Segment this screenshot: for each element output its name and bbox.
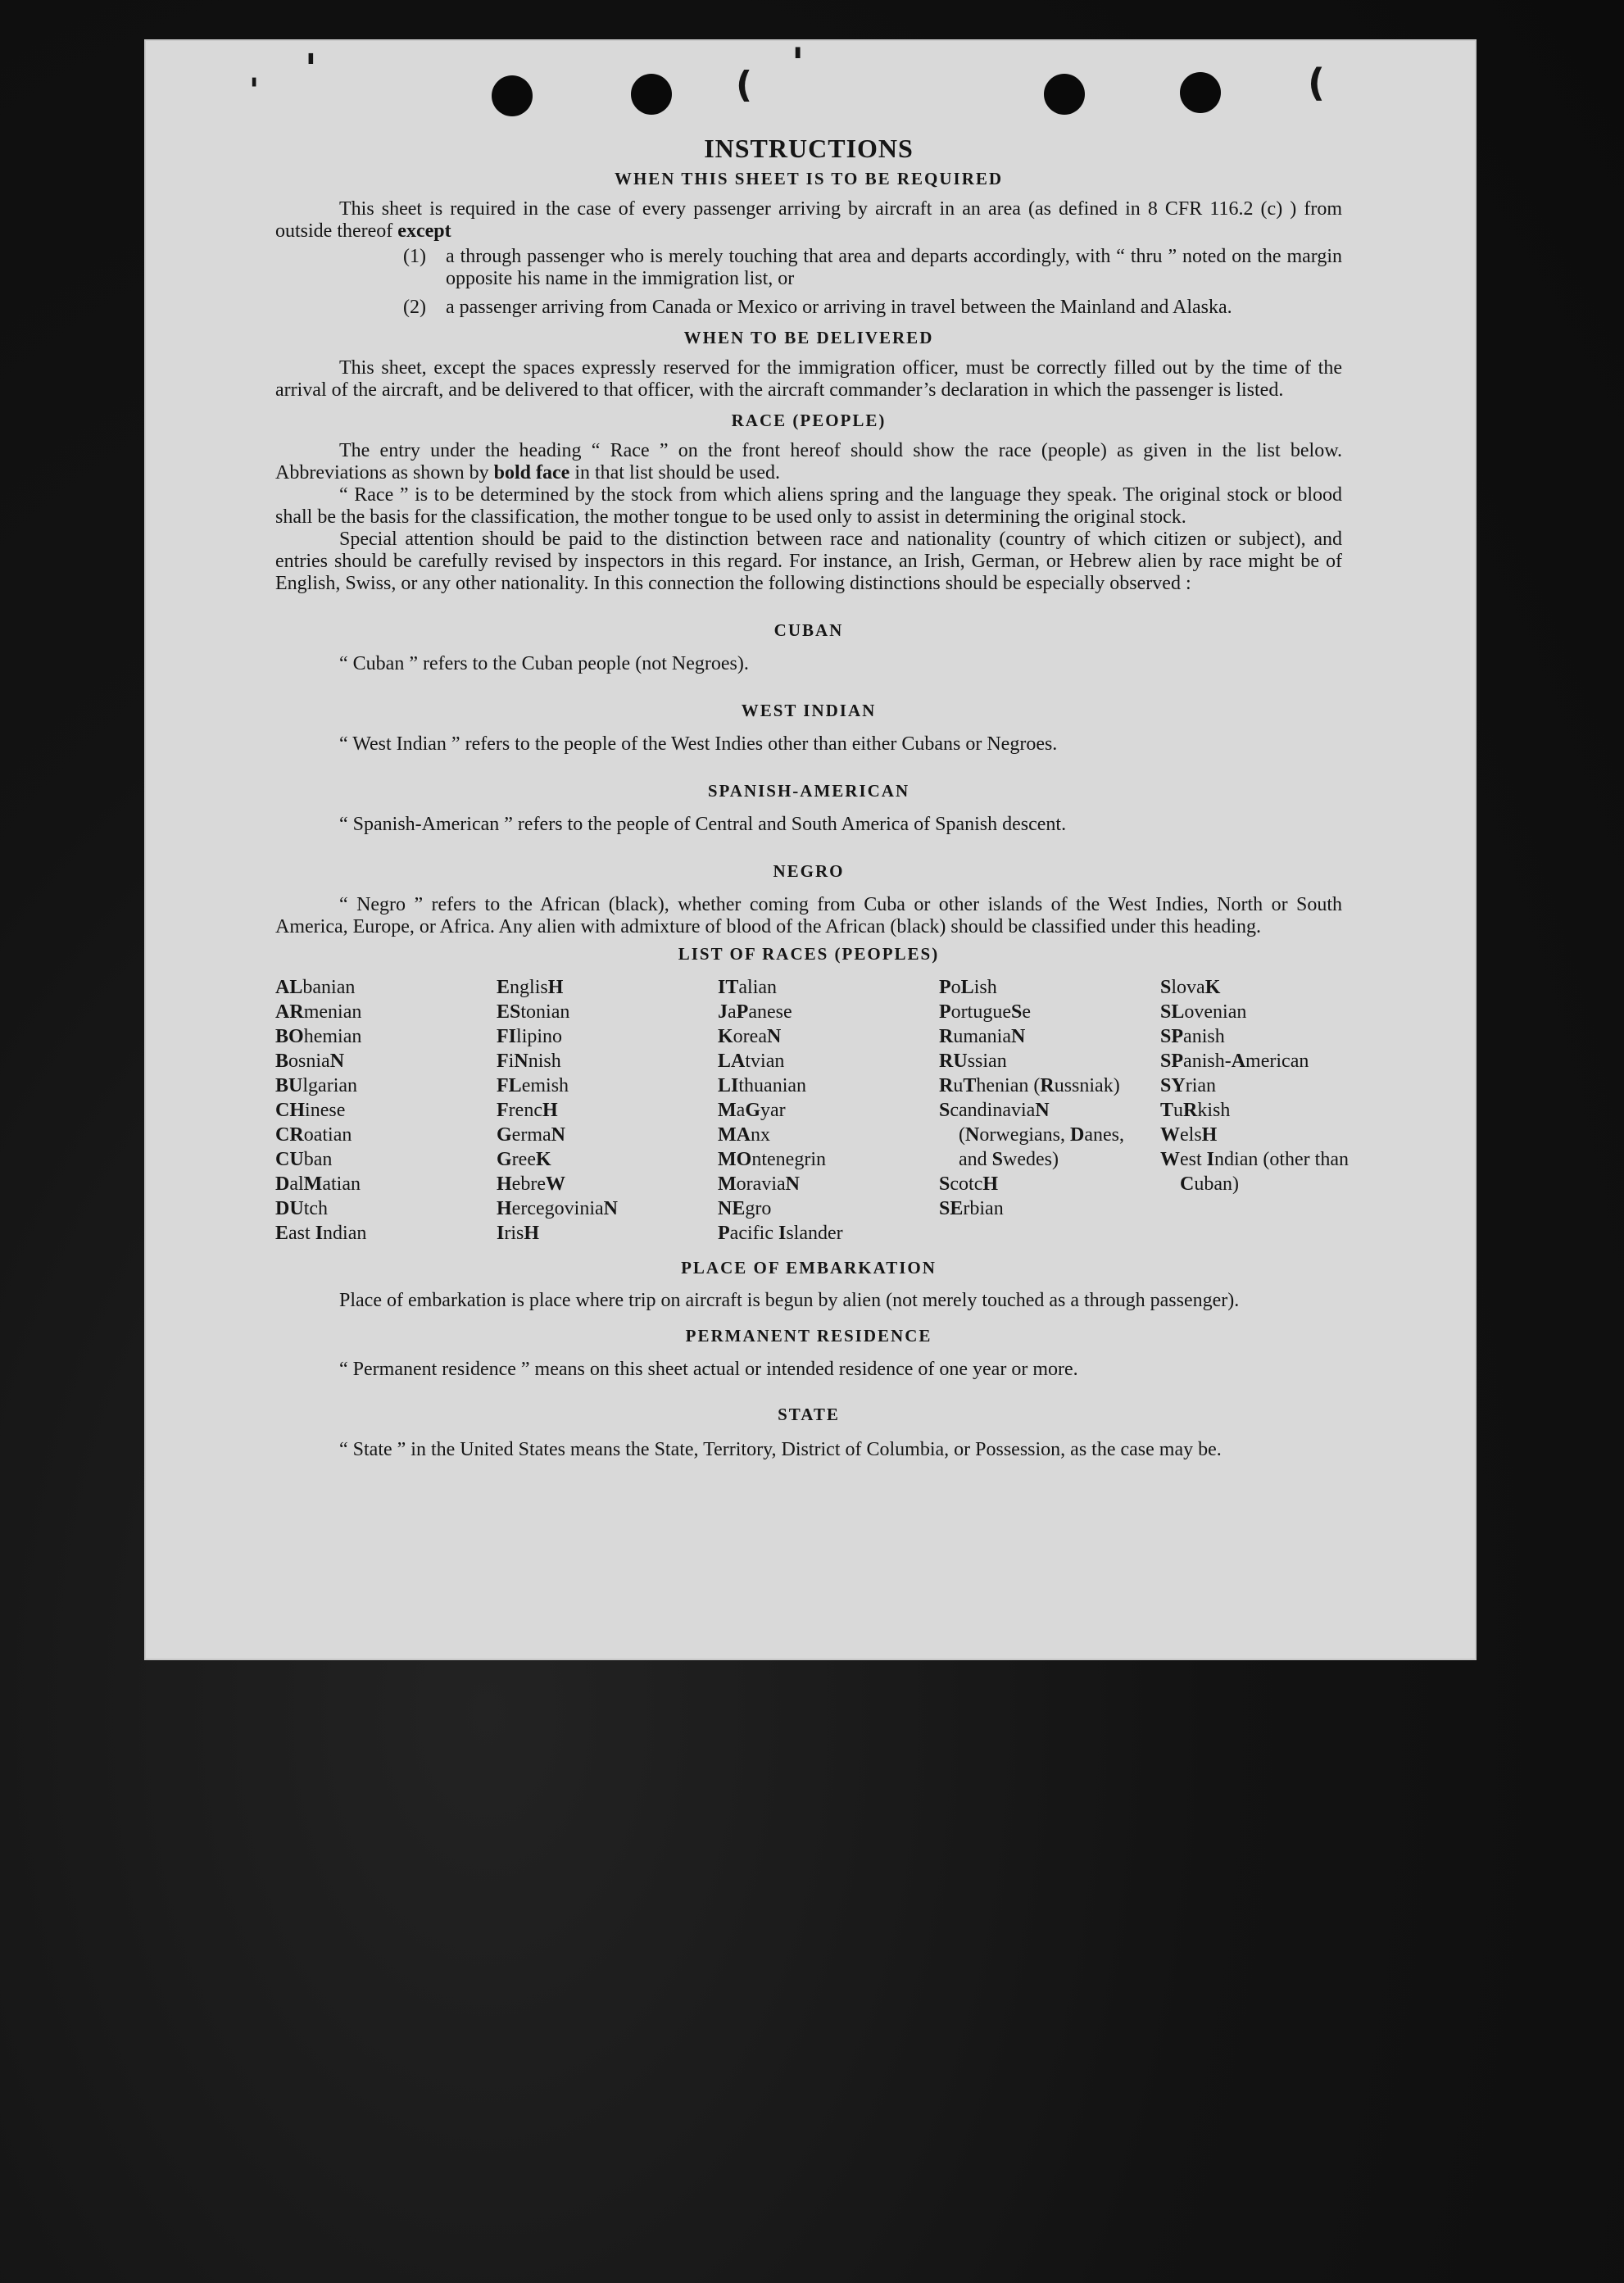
race-entry: GreeK (497, 1149, 551, 1170)
races-column (718, 975, 939, 1246)
race-entry: FrencH (497, 1100, 558, 1121)
item-text: a through passenger who is merely touching that area and departs accordingly, with “ thru ” noted on the margin opposite his name in the immigration list, or (446, 246, 1342, 289)
race-entry: BosniaN (275, 1051, 345, 1072)
race-entry: KoreaN (718, 1026, 782, 1047)
race-entry: ScandinaviaN (Norwegians, Danes, and Swedes) (939, 1100, 1125, 1170)
race-entry: RUssian (939, 1051, 1007, 1072)
race-paragraph-1: The entry under the heading “ Race ” on the front hereof should show the race (people) as given in the list below. Abbreviations as shown by bold face in that list should be used. (275, 440, 1342, 483)
race-entry: MAnx (718, 1124, 770, 1146)
race-entry: LIthuanian (718, 1075, 807, 1096)
race-entry: EnglisH (497, 977, 564, 998)
negro-text: “ Negro ” refers to the African (black), whether coming from Cuba or other islands of the West Indies, North or South America, Europe, or Africa. Any alien with admixture of blood of the African (black) should be classified under this heading. (275, 894, 1342, 937)
section-heading-when-required: WHEN THIS SHEET IS TO BE REQUIRED (614, 169, 1004, 188)
section-heading-negro: NEGRO (773, 861, 845, 881)
race-entry: WelsH (1160, 1124, 1218, 1146)
section-heading-state: STATE (778, 1405, 840, 1424)
race-entry: MaGyar (718, 1100, 786, 1121)
race-entry: BUlgarian (275, 1075, 358, 1096)
section-heading-when-delivered: WHEN TO BE DELIVERED (683, 328, 934, 347)
section-heading-embarkation: PLACE OF EMBARKATION (681, 1258, 937, 1278)
list-item (403, 297, 1342, 319)
cuban-text: “ Cuban ” refers to the Cuban people (not Negroes). (339, 653, 749, 674)
punch-hole (631, 74, 672, 115)
race-entry: NEgro (718, 1198, 772, 1219)
page-title: INSTRUCTIONS (704, 134, 914, 163)
race-entry: East Indian (275, 1223, 367, 1244)
race-entry: SLovenian (1160, 1001, 1247, 1023)
races-table (275, 975, 1349, 1246)
race-entry: FiNnish (497, 1051, 561, 1072)
race-entry: MOntenegrin (718, 1149, 826, 1170)
race-entry: CUban (275, 1149, 333, 1170)
race-entry: HebreW (497, 1173, 565, 1195)
race-entry: HercegoviniaN (497, 1198, 618, 1219)
race-paragraph-2: “ Race ” is to be determined by the stock from which aliens spring and the language they speak. The original stock or blood shall be the basis for the classification, the mother tongue to be used only to assist in determining the original stock. (275, 484, 1342, 528)
race-entry: SPanish-American (1160, 1051, 1309, 1072)
section-heading-west-indian: WEST INDIAN (741, 701, 877, 720)
race-entry: BOhemian (275, 1026, 362, 1047)
races-column (275, 975, 497, 1246)
race-entry: DalMatian (275, 1173, 361, 1195)
instructions-content (275, 134, 1349, 1464)
race-entry: SErbian (939, 1198, 1004, 1219)
race-entry: PortugueSe (939, 1001, 1032, 1023)
race-entry: ALbanian (275, 977, 356, 998)
section-heading-list-of-races: LIST OF RACES (PEOPLES) (678, 944, 940, 964)
punch-hole (1044, 74, 1085, 115)
when-required-intro: This sheet is required in the case of every passenger arriving by aircraft in an area (as defined in 8 CFR 116.2 (c) ) from outside thereof except (275, 198, 1342, 242)
race-entry: LAtvian (718, 1051, 785, 1072)
race-entry: TuRkish (1160, 1100, 1231, 1121)
race-entry: RuThenian (Russniak) (939, 1075, 1120, 1096)
item-number: (1) (403, 246, 426, 267)
section-heading-residence: PERMANENT RESIDENCE (685, 1326, 932, 1346)
race-entry: West Indian (other than Cuban) (1160, 1149, 1349, 1195)
race-entry: SYrian (1160, 1075, 1217, 1096)
section-heading-spanish-american: SPANISH-AMERICAN (707, 781, 910, 801)
races-column (497, 975, 718, 1246)
scan-mark: ' (792, 39, 805, 87)
document-sheet (144, 39, 1477, 1660)
embarkation-text: Place of embarkation is place where trip on aircraft is begun by alien (not merely touched as a through passenger). (339, 1290, 1240, 1311)
list-item (403, 246, 1342, 290)
races-column (1160, 975, 1357, 1246)
item-text: a passenger arriving from Canada or Mexico or arriving in travel between the Mainland and Alaska. (446, 297, 1232, 318)
races-column (939, 975, 1160, 1246)
race-entry: MoraviaN (718, 1173, 800, 1195)
race-entry: Pacific Islander (718, 1223, 843, 1244)
race-entry: GermaN (497, 1124, 565, 1146)
punch-hole (1180, 72, 1221, 113)
scan-mark: ( (736, 64, 753, 106)
section-heading-race: RACE (PEOPLE) (731, 411, 887, 430)
west-indian-text: “ West Indian ” refers to the people of the West Indies other than either Cubans or Negroes. (339, 733, 1058, 755)
race-entry: SlovaK (1160, 977, 1221, 998)
state-text: “ State ” in the United States means the State, Territory, District of Columbia, or Possession, as the case may be. (339, 1439, 1222, 1460)
scan-mark: ' (249, 72, 260, 110)
item-number: (2) (403, 297, 426, 318)
race-entry: DUtch (275, 1198, 329, 1219)
scan-mark: ( (1308, 61, 1326, 105)
race-entry: FLemish (497, 1075, 569, 1096)
when-delivered-text: This sheet, except the spaces expressly reserved for the immigration officer, must be correctly filled out by the time of the arrival of the aircraft, and be delivered to that officer, with the aircraft commander’s declaration in which the passenger is listed. (275, 357, 1342, 401)
race-entry: ScotcH (939, 1173, 999, 1195)
scan-mark: ' (305, 46, 317, 92)
race-paragraph-3: Special attention should be paid to the distinction between race and nationality (country of which citizen or subject), and entries should be carefully revised by inspectors in this regard. For instance, an Irish, German, or Hebrew alien by race might be of English, Swiss, or any other nationality. In this connection the following distinctions should be especially observed : (275, 529, 1342, 594)
race-entry: ITalian (718, 977, 778, 998)
race-entry: EStonian (497, 1001, 570, 1023)
race-entry: RumaniaN (939, 1026, 1026, 1047)
race-entry: IrisH (497, 1223, 540, 1244)
race-entry: CHinese (275, 1100, 346, 1121)
race-entry: JaPanese (718, 1001, 792, 1023)
race-entry: ARmenian (275, 1001, 362, 1023)
race-entry: PoLish (939, 977, 997, 998)
spanish-american-text: “ Spanish-American ” refers to the people of Central and South America of Spanish descent. (339, 814, 1067, 835)
section-heading-cuban: CUBAN (773, 620, 844, 640)
residence-text: “ Permanent residence ” means on this sheet actual or intended residence of one year or more. (339, 1359, 1078, 1380)
punch-hole (492, 75, 533, 116)
race-entry: SPanish (1160, 1026, 1225, 1047)
race-entry: FIlipino (497, 1026, 563, 1047)
race-entry: CRoatian (275, 1124, 352, 1146)
